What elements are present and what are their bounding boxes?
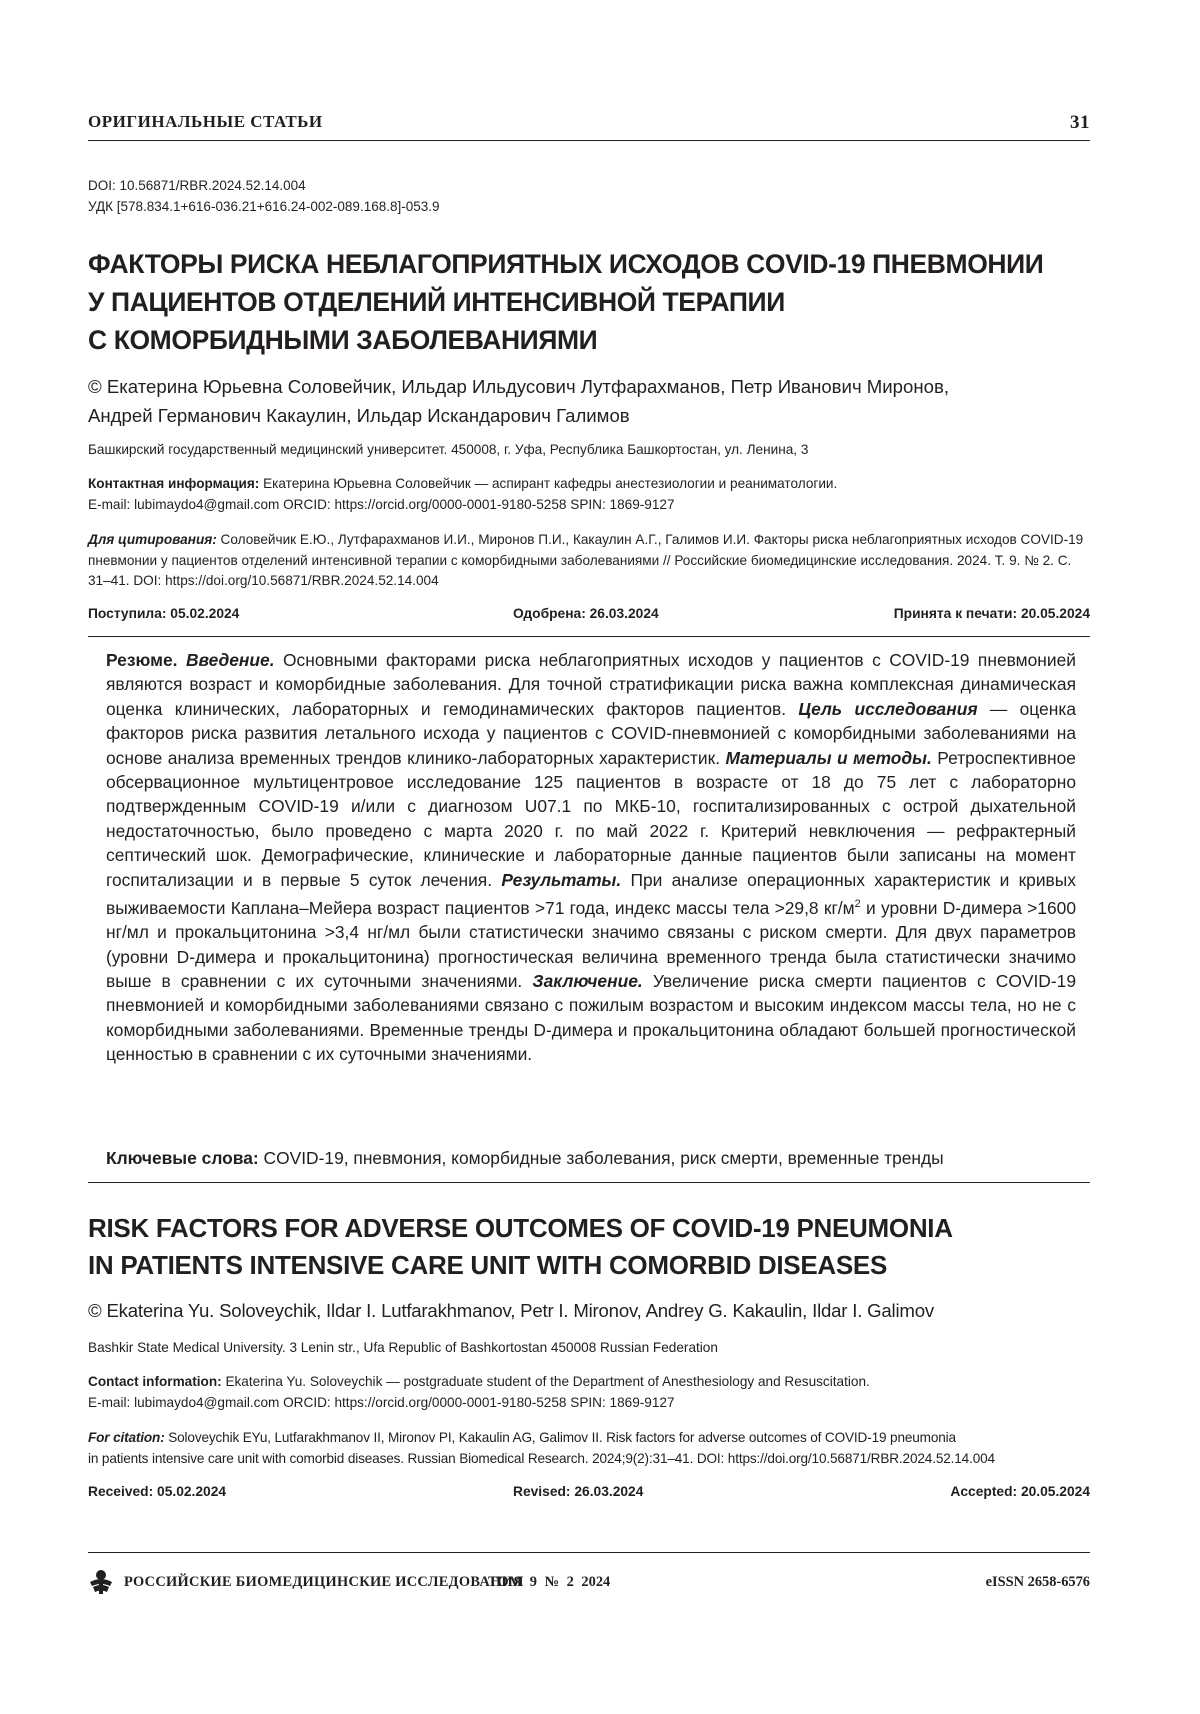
abstract-bottom-rule [88, 1182, 1090, 1183]
results-text: При анализе операционных характеристик и кривых выживаемости Каплана–Мейера возраст пациентов >71 года, индекс массы тела >29,8 кг/м [106, 869, 1076, 918]
title-line: IN PATIENTS INTENSIVE CARE UNIT WITH COMORBID DISEASES [88, 1250, 887, 1280]
page-footer [88, 1572, 1090, 1598]
citation-line: in patients intensive care unit with comorbid diseases. Russian Biomedical Research. 2024;9(2):31–41. DOI: https://doi.org/10.56871/RBR.2024.52.14.004 [88, 1450, 995, 1466]
citation-label: Для цитирования: [88, 532, 217, 547]
affiliation-ru: Башкирский государственный медицинский университет. 450008, г. Уфа, Республика Башкортостан, ул. Ленина, 3 [88, 442, 809, 457]
results-heading: Результаты. [501, 869, 622, 890]
article-page [88, 0, 1090, 1714]
contact-text: Екатерина Юрьевна Соловейчик — аспирант кафедры анестезиологии и реаниматологии. [259, 476, 838, 491]
authors-line: Андрей Германович Какаулин, Ильдар Искандарович Галимов [88, 405, 630, 426]
aim-heading: Цель исследования [798, 698, 978, 719]
contact-info-en [88, 1372, 1090, 1413]
accepted-date: Принята к печати: 20.05.2024 [893, 606, 1090, 621]
accepted-date: Accepted: 20.05.2024 [950, 1484, 1090, 1499]
dates-en [88, 1484, 1090, 1504]
running-head [88, 112, 1090, 132]
keywords-label: Ключевые слова: [106, 1148, 259, 1168]
contact-line: E-mail: lubimaydo4@gmail.com ORCID: https://orcid.org/0000-0001-9180-5258 SPIN: 1869-9127 [88, 1394, 675, 1410]
results-text-cont: и уровни D-димера >1600 нг/мл и прокальцитонина >3,4 нг/мл были статистически значимо связаны с риском смерти. Для двух параметров (уровни D-димера и прокальцитонина) прогностическая величина временного тренда была статистически значимо выше в сравнении с их суточными значениями. [106, 897, 1076, 992]
article-title-en [88, 1210, 1090, 1284]
volume-issue: ТОМ 9 № 2 2024 [488, 1574, 611, 1590]
journal-emblem-icon [88, 1568, 114, 1596]
contact-label: Contact information: [88, 1374, 222, 1389]
revised-date: Одобрена: 26.03.2024 [513, 606, 659, 621]
received-date: Received: 05.02.2024 [88, 1484, 227, 1499]
title-line: С КОМОРБИДНЫМИ ЗАБОЛЕВАНИЯМИ [88, 325, 598, 355]
doi: DOI: 10.56871/RBR.2024.52.14.004 [88, 178, 306, 193]
header-rule [88, 140, 1090, 141]
contact-info-ru [88, 474, 1090, 515]
methods-heading: Материалы и методы. [725, 747, 932, 768]
footer-rule [88, 1552, 1090, 1553]
received-date: Поступила: 05.02.2024 [88, 606, 240, 621]
article-title-ru [88, 245, 1090, 359]
aim-text: — оценка факторов риска развития летального исхода у пациентов с COVID-пневмонией с коморбидными заболеваниями на основе анализа временных трендов клинико-лабораторных характеристик. [106, 698, 1076, 768]
superscript: 2 [854, 898, 861, 911]
affiliation-en: Bashkir State Medical University. 3 Lenin str., Ufa Republic of Bashkortostan 450008 Russian Federation [88, 1340, 718, 1355]
title-line: ФАКТОРЫ РИСКА НЕБЛАГОПРИЯТНЫХ ИСХОДОВ COVID-19 ПНЕВМОНИИ [88, 249, 1044, 279]
contact-line: E-mail: lubimaydo4@gmail.com ORCID: https://orcid.org/0000-0001-9180-5258 SPIN: 1869-9127 [88, 496, 675, 512]
authors-ru [88, 372, 1090, 430]
abstract-top-rule [88, 636, 1090, 637]
issn: eISSN 2658-6576 [985, 1574, 1090, 1590]
abstract-label: Резюме. [106, 650, 178, 670]
keywords [106, 1148, 944, 1169]
title-line: RISK FACTORS FOR ADVERSE OUTCOMES OF COVID-19 PNEUMONIA [88, 1213, 953, 1243]
revised-date: Revised: 26.03.2024 [513, 1484, 644, 1499]
contact-text: Ekaterina Yu. Soloveychik — postgraduate student of the Department of Anesthesiology and Resuscitation. [221, 1374, 870, 1389]
methods-text: Ретроспективное обсервационное мультицентровое исследование 125 пациентов в возрасте от 18 до 75 лет с лабораторно подтвержденным COVID-19 и/или с диагнозом U07.1 по МКБ-10, госпитализированных с острой дыхательной недостаточностью, было проведено с марта 2020 г. по май 2022 г. Критерий невключения — рефрактерный септический шок. Демографические, клинические и лабораторные данные пациентов были записаны на момент госпитализации и в первые 5 суток лечения. [106, 747, 1076, 890]
citation-text: Soloveychik EYu, Lutfarakhmanov II, Mironov PI, Kakaulin AG, Galimov II. Risk factors for adverse outcomes of COVID-19 pneumonia [164, 1430, 956, 1445]
keywords-text: COVID-19, пневмония, коморбидные заболевания, риск смерти, временные тренды [258, 1148, 944, 1168]
conclusion-text: Увеличение риска смерти пациентов с COVID-19 пневмонией и коморбидными заболеваниями связано с пожилым возрастом и высоким индексом массы тела, но не с коморбидными заболеваниями. Временные тренды D-димера и прокальцитонина обладают большей прогностической ценностью в сравнении с их суточными значениями. [106, 971, 1077, 1065]
citation-ru [88, 530, 1090, 592]
citation-label: For citation: [88, 1430, 165, 1445]
title-line: У ПАЦИЕНТОВ ОТДЕЛЕНИЙ ИНТЕНСИВНОЙ ТЕРАПИИ [88, 287, 785, 317]
citation-text: Соловейчик Е.Ю., Лутфарахманов И.И., Миронов П.И., Какаулин А.Г., Галимов И.И. Факторы риска неблагоприятных исходов COVID-19 пневмонии у пациентов отделений интенсивной терапии с коморбидными заболеваниями // Российские биомедицинские исследования. 2024. Т. 9. № 2. С. 31–41. DOI: https://doi.org/10.56871/RBR.2024.52.14.004 [88, 532, 1084, 588]
citation-en [88, 1428, 1090, 1469]
abstract [106, 648, 1076, 1067]
dates-ru [88, 606, 1090, 626]
authors-line: © Екатерина Юрьевна Соловейчик, Ильдар Ильдусович Лутфарахманов, Петр Иванович Миронов, [88, 376, 950, 397]
udk: УДК [578.834.1+616-036.21+616.24-002-089.168.8]-053.9 [88, 199, 440, 214]
conclusion-heading: Заключение. [532, 971, 643, 992]
intro-text: Основными факторами риска неблагоприятных исходов у пациентов с COVID-19 пневмонией являются возраст и коморбидные заболевания. Для точной стратификации риска важна комплексная динамическая оценка клинических, лабораторных и гемодинамических факторов пациентов. [106, 650, 1076, 719]
journal-name: РОССИЙСКИЕ БИОМЕДИЦИНСКИЕ ИССЛЕДОВАНИЯ [124, 1574, 524, 1590]
section-title: ОРИГИНАЛЬНЫЕ СТАТЬИ [88, 112, 323, 131]
intro-heading: Введение. [185, 650, 275, 670]
authors-en: © Ekaterina Yu. Soloveychik, Ildar I. Lutfarakhmanov, Petr I. Mironov, Andrey G. Kakaulin, Ildar I. Galimov [88, 1300, 934, 1321]
contact-label: Контактная информация: [88, 476, 260, 491]
page-number: 31 [1070, 112, 1090, 133]
